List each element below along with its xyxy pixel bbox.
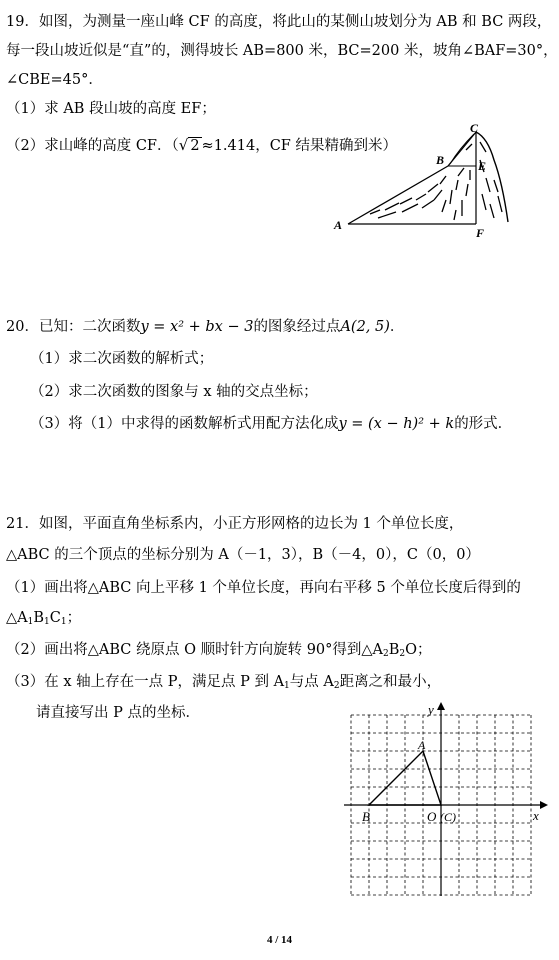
q20-stem-pre: 20．已知：二次函数 — [6, 319, 141, 335]
q21-part3-pre: （3）在 x 轴上存在一点 P，满足点 P 到 A — [6, 674, 285, 690]
q19-line1: 19．如图，为测量一座山峰 CF 的高度，将此山的某侧山坡划分为 AB 和 BC 两段， — [6, 14, 552, 30]
q20-vertex-form: y = (x − h)² + k — [338, 416, 455, 432]
q19-part1: （1）求 AB 段山坡的高度 EF； — [6, 101, 216, 117]
q20-function: y = x² + bx − 3 — [140, 319, 254, 335]
page-number: 4 / 14 — [266, 934, 293, 946]
sub-a1: 1 — [284, 681, 290, 691]
q20-stem-mid: 的图象经过点 — [253, 319, 341, 335]
q21-part2 — [6, 641, 432, 663]
label-y: y — [428, 702, 434, 717]
label-B: B — [436, 153, 445, 167]
q19-sqrt-value: 2 — [190, 138, 200, 154]
label-C-grid: (C) — [440, 810, 456, 824]
q21-part1b-pre: △A — [6, 610, 28, 626]
q21-part2-b: B — [388, 642, 400, 658]
label-E: E — [478, 159, 487, 173]
q21-part3-post: 距离之和最小， — [339, 674, 442, 690]
q21-part1a: （1）画出将△ABC 向上平移 1 个单位长度，再向右平移 5 个单位长度后得到的 — [6, 580, 521, 596]
q19-line2: 每一段山坡近似是“直”的，测得坡长 AB=800 米，BC=200 米，坡角∠BAF=30°， — [6, 43, 558, 59]
q20-stem — [6, 318, 404, 336]
label-A-grid: A — [418, 738, 426, 752]
q21-part1b — [6, 609, 81, 631]
sub-2: 1 — [44, 617, 50, 627]
label-B-grid: B — [362, 809, 370, 824]
label-O-grid: O — [427, 809, 437, 824]
q21-part1b-b: B — [33, 610, 45, 626]
label-C: C — [470, 121, 479, 135]
sub-b2: 2 — [399, 649, 406, 659]
sub-a2: 2 — [383, 649, 389, 659]
q20-part3-pre: （3）将（1）中求得的函数解析式用配方法化成 — [30, 416, 339, 432]
label-x: x — [533, 808, 539, 823]
q21-part2-post: O； — [405, 642, 432, 658]
q19-part2-post: ≈1.414，CF 结果精确到米） — [201, 138, 397, 154]
y-axis-arrow-icon — [437, 702, 445, 710]
label-F: F — [476, 226, 485, 240]
sub-3: 1 — [60, 617, 67, 627]
coordinate-grid-figure — [340, 700, 550, 900]
q20-part2: （2）求二次函数的图象与 x 轴的交点坐标； — [30, 384, 318, 400]
q20-stem-post: ． — [389, 319, 405, 335]
q20-point: A(2, 5) — [340, 319, 390, 335]
q21-line2: △ABC 的三个顶点的坐标分别为 A（－1，3），B（－4，0），C（0，0） — [6, 547, 480, 563]
q21-part3 — [6, 673, 441, 695]
q19-part2-pre: （2）求山峰的高度 CF．（ — [6, 138, 179, 154]
sub-a2b: 2 — [333, 681, 340, 691]
q21-part3b: 请直接写出 P 点的坐标． — [36, 705, 200, 721]
label-A: A — [334, 218, 343, 232]
q21-part1b-post: ； — [66, 610, 82, 626]
q21-line1: 21．如图，平面直角坐标系内，小正方形网格的边长为 1 个单位长度， — [6, 516, 464, 532]
q20-part1: （1）求二次函数的解析式； — [30, 351, 214, 367]
mountain-figure — [330, 120, 520, 240]
q19-line3: ∠CBE=45°． — [6, 72, 103, 88]
sqrt-symbol: √ — [178, 136, 189, 154]
q20-part3-post: 的形式． — [454, 416, 513, 432]
q20-part3 — [30, 415, 512, 433]
sub-1: 1 — [27, 617, 34, 627]
x-axis-arrow-icon — [540, 801, 548, 809]
q21-part2-pre: （2）画出将△ABC 绕原点 O 顺时针方向旋转 90°得到△A — [6, 642, 384, 658]
q21-part3-mid: 与点 A — [289, 674, 334, 690]
q21-part1b-c: C — [49, 610, 61, 626]
